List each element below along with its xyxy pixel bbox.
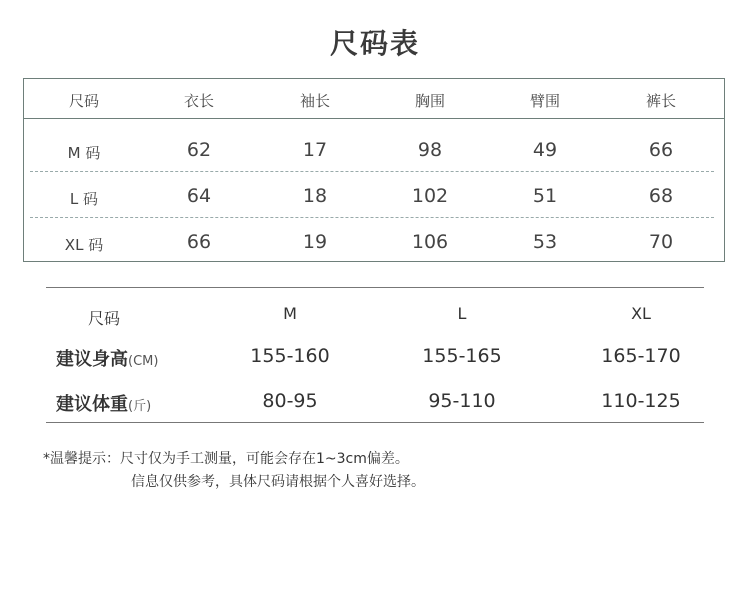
weight-value: 95-110: [428, 390, 496, 412]
header-cell-arm: 臂围: [529, 92, 561, 110]
height-value: 155-160: [250, 345, 330, 367]
header-cell-size: 尺码: [68, 92, 100, 110]
weight-value: 110-125: [601, 390, 681, 412]
value-cell: 98: [417, 139, 443, 161]
rec-size-m: M: [283, 304, 297, 323]
page-title: 尺码表: [329, 27, 420, 60]
recommendation-table: [46, 287, 704, 423]
value-cell: 51: [532, 185, 558, 207]
header-cell-chest: 胸围: [414, 92, 446, 110]
value-cell: 64: [186, 185, 212, 207]
value-cell: 19: [302, 231, 328, 253]
table-header-row: [24, 79, 724, 119]
weight-value: 80-95: [262, 390, 318, 412]
height-label: 建议身高(CM): [56, 349, 159, 370]
rec-header-size: 尺码: [87, 309, 121, 328]
height-value: 165-170: [601, 345, 681, 367]
table-row: [24, 217, 724, 263]
size-chart-table: [23, 78, 725, 262]
value-cell: 62: [186, 139, 212, 161]
value-cell: 68: [648, 185, 674, 207]
value-cell: 66: [186, 231, 212, 253]
value-cell: 102: [411, 185, 449, 207]
rec-size-l: L: [457, 304, 467, 323]
height-unit: (CM): [128, 354, 159, 369]
header-cell-length: 衣长: [183, 92, 215, 110]
table-row: [24, 171, 724, 217]
weight-label: 建议体重(斤): [56, 394, 152, 415]
value-cell: 106: [411, 231, 449, 253]
value-cell: 18: [302, 185, 328, 207]
note-line-2: 信息仅供参考，具体尺码请根据个人喜好选择。: [131, 474, 425, 490]
header-cell-sleeve: 袖长: [299, 92, 331, 110]
value-cell: 17: [302, 139, 328, 161]
value-cell: 66: [648, 139, 674, 161]
rec-size-xl: XL: [631, 304, 651, 323]
height-value: 155-165: [422, 345, 502, 367]
value-cell: 53: [532, 231, 558, 253]
size-cell: L 码: [69, 190, 99, 208]
note-line-1: *温馨提示：尺寸仅为手工测量，可能会存在1~3cm偏差。: [43, 451, 409, 467]
size-cell: XL 码: [64, 236, 104, 254]
size-cell: M 码: [67, 144, 101, 162]
weight-unit: (斤): [128, 399, 152, 414]
header-cell-pants: 裤长: [645, 92, 677, 110]
value-cell: 49: [532, 139, 558, 161]
table-row: [24, 125, 724, 171]
value-cell: 70: [648, 231, 674, 253]
